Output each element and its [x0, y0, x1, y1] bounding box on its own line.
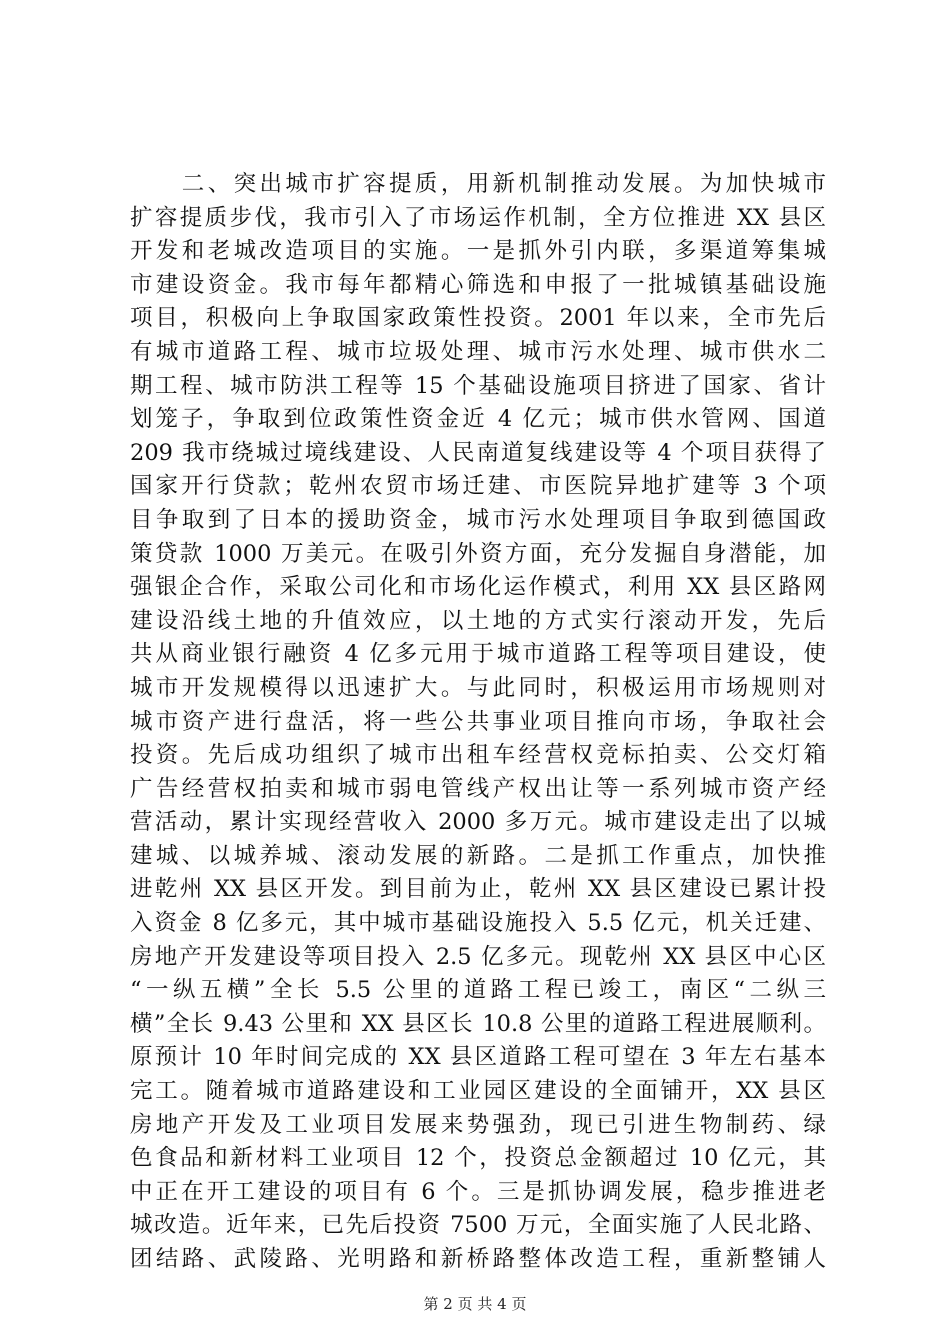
text-line: 投资。先后成功组织了城市出租车经营权竞标拍卖、公交灯箱	[130, 742, 826, 769]
text-line: 强银企合作，采取公司化和市场化运作模式，利用 XX 县区路网	[130, 574, 826, 601]
text-line: 中正在开工建设的项目有 6 个。三是抓协调发展，稳步推进老	[130, 1178, 826, 1205]
text-line: 目争取到了日本的援助资金，城市污水处理项目争取到德国政	[130, 506, 826, 533]
text-line: 城市开发规模得以迅速扩大。与此同时，积极运用市场规则对	[130, 674, 826, 701]
text-line: 国家开行贷款；乾州农贸市场迁建、市医院异地扩建等 3 个项	[130, 473, 826, 500]
page-footer	[0, 1294, 950, 1314]
text-line: 城市资产进行盘活，将一些公共事业项目推向市场，争取社会	[130, 708, 826, 735]
text-line: 209 我市绕城过境线建设、人民南道复线建设等 4 个项目获得了	[130, 439, 826, 466]
text-line: 房地产开发及工业项目发展来势强劲，现已引进生物制药、绿	[130, 1111, 826, 1138]
text-line: 入资金 8 亿多元，其中城市基础设施投入 5.5 亿元，机关迁建、	[130, 910, 826, 937]
text-line: 团结路、武陵路、光明路和新桥路整体改造工程，重新整铺人	[130, 1246, 826, 1272]
text-line: 市建设资金。我市每年都精心筛选和申报了一批城镇基础设施	[130, 271, 826, 298]
text-line: 色食品和新材料工业项目 12 个，投资总金额超过 10 亿元，其	[130, 1145, 826, 1172]
text-line: 原预计 10 年时间完成的 XX 县区道路工程可望在 3 年左右基本	[130, 1044, 826, 1071]
text-line: 完工。随着城市道路建设和工业园区建设的全面铺开，XX 县区	[130, 1078, 826, 1105]
text-line: 建设沿线土地的升值效应，以土地的方式实行滚动开发，先后	[130, 607, 826, 634]
text-line: 建城、以城养城、滚动发展的新路。二是抓工作重点，加快推	[130, 842, 826, 869]
text-line: 广告经营权拍卖和城市弱电管线产权出让等一系列城市资产经	[130, 775, 826, 802]
text-line: 扩容提质步伐，我市引入了市场运作机制，全方位推进 XX 县区	[130, 204, 826, 231]
text-line: 城改造。近年来，已先后投资 7500 万元，全面实施了人民北路、	[130, 1212, 826, 1239]
text-line: 房地产开发建设等项目投入 2.5 亿多元。现乾州 XX 县区中心区	[130, 943, 826, 970]
text-line: 项目，积极向上争取国家政策性投资。2001 年以来，全市先后	[130, 305, 826, 332]
text-line: 营活动，累计实现经营收入 2000 多万元。城市建设走出了以城	[130, 809, 826, 836]
page-number-label: 第 2 页 共 4 页	[423, 1295, 527, 1313]
text-line: 期工程、城市防洪工程等 15 个基础设施项目挤进了国家、省计	[130, 372, 826, 399]
text-line: 横”全长 9.43 公里和 XX 县区长 10.8 公里的道路工程进展顺利。	[130, 1010, 826, 1037]
text-line: “一纵五横”全长 5.5 公里的道路工程已竣工，南区“二纵三	[130, 977, 826, 1004]
text-line: 划笼子，争取到位政策性资金近 4 亿元；城市供水管网、国道	[130, 406, 826, 433]
text-line: 共从商业银行融资 4 亿多元用于城市道路工程等项目建设，使	[130, 641, 826, 668]
body-paragraph	[130, 168, 826, 1277]
text-line: 有城市道路工程、城市垃圾处理、城市污水处理、城市供水二	[130, 338, 826, 365]
text-line: 二、突出城市扩容提质，用新机制推动发展。为加快城市	[130, 171, 826, 197]
text-line: 进乾州 XX 县区开发。到目前为止，乾州 XX 县区建设已累计投	[130, 876, 826, 903]
text-line: 策贷款 1000 万美元。在吸引外资方面，充分发掘自身潜能，加	[130, 540, 826, 567]
text-line: 开发和老城改造项目的实施。一是抓外引内联，多渠道筹集城	[130, 238, 826, 265]
